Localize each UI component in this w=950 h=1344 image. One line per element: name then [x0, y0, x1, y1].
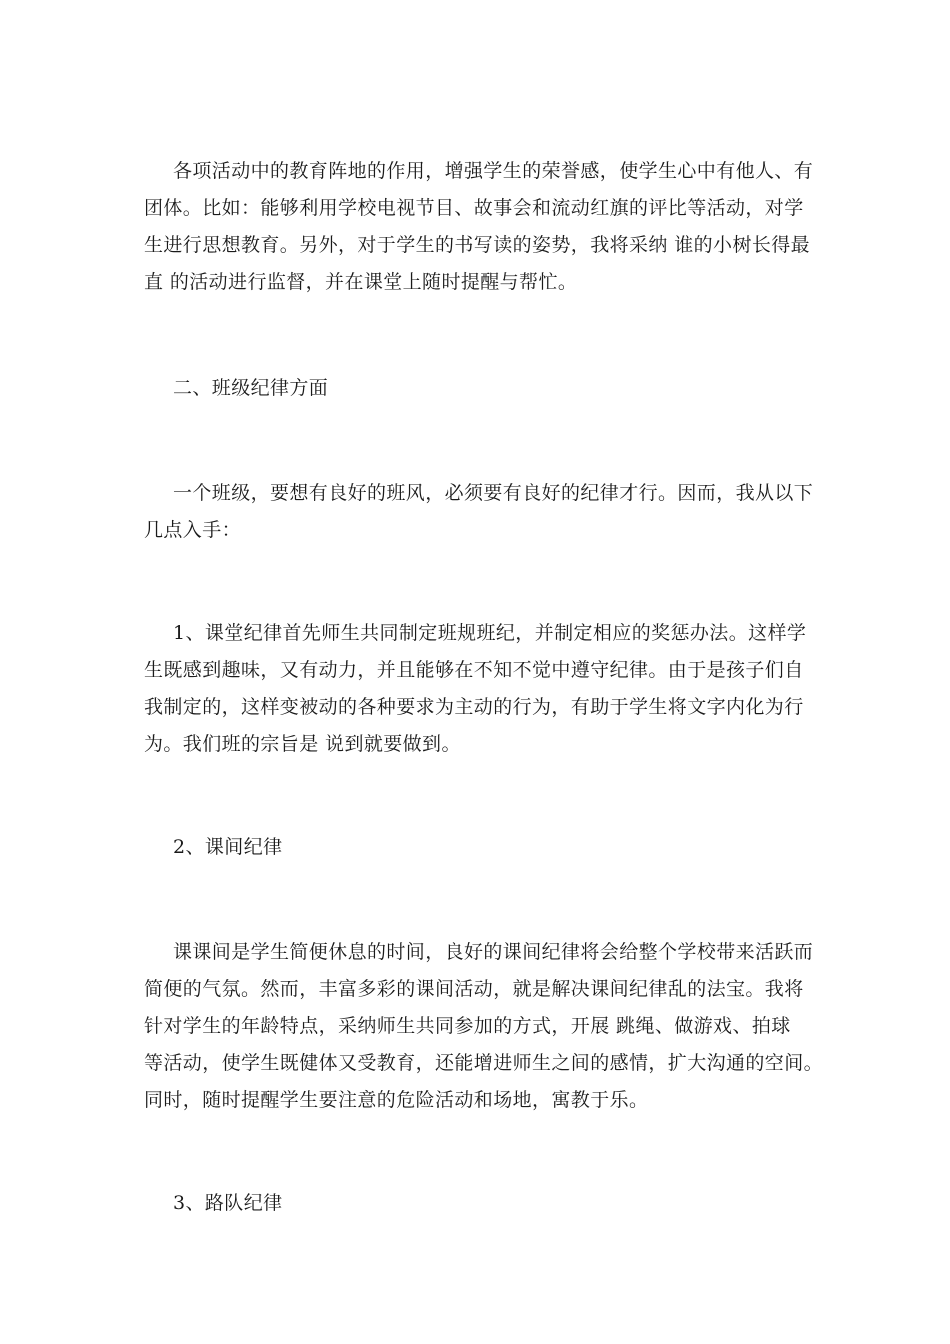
paragraph-1-line-2: 团体。比如：能够利用学校电视节目、故事会和流动红旗的评比等活动，对学	[144, 197, 804, 219]
paragraph-1-line-1: 各项活动中的教育阵地的作用，增强学生的荣誉感，使学生心中有他人、有	[173, 160, 814, 182]
paragraph-1-line-4: 直 的活动进行监督，并在课堂上随时提醒与帮忙。	[144, 271, 578, 293]
paragraph-2-line-1: 一个班级，要想有良好的班风，必须要有良好的纪律才行。因而，我从以下	[173, 482, 814, 504]
paragraph-4-line-5: 同时，随时提醒学生要注意的危险活动和场地，寓教于乐。	[144, 1089, 649, 1111]
paragraph-1-line-3: 生进行思想教育。另外，对于学生的书写读的姿势，我将采纳 谁的小树长得最	[144, 234, 811, 256]
paragraph-2-line-2: 几点入手：	[144, 519, 242, 541]
paragraph-3-line-1: 1、课堂纪律首先师生共同制定班规班纪，并制定相应的奖惩办法。这样学	[173, 622, 807, 644]
section-heading-line-discipline: 3、路队纪律	[173, 1192, 283, 1214]
paragraph-4-line-4: 等活动，使学生既健体又受教育，还能增进师生之间的感情，扩大沟通的空间。	[144, 1052, 824, 1074]
paragraph-4-line-1: 课课间是学生简便休息的时间，良好的课间纪律将会给整个学校带来活跃而	[173, 941, 814, 963]
paragraph-3-line-2: 生既感到趣味，又有动力，并且能够在不知不觉中遵守纪律。由于是孩子们自	[144, 659, 804, 681]
paragraph-4-line-2: 简便的气氛。然而，丰富多彩的课间活动，就是解决课间纪律乱的法宝。我将	[144, 978, 804, 1000]
paragraph-4-line-3: 针对学生的年龄特点，采纳师生共同参加的方式，开展 跳绳、做游戏、拍球	[144, 1015, 791, 1037]
paragraph-3-line-4: 为。我们班的宗旨是 说到就要做到。	[144, 733, 461, 755]
paragraph-3-line-3: 我制定的，这样变被动的各种要求为主动的行为，有助于学生将文字内化为行	[144, 696, 804, 718]
section-heading-class-discipline: 二、班级纪律方面	[173, 377, 329, 399]
section-heading-break-discipline: 2、课间纪律	[173, 836, 283, 858]
